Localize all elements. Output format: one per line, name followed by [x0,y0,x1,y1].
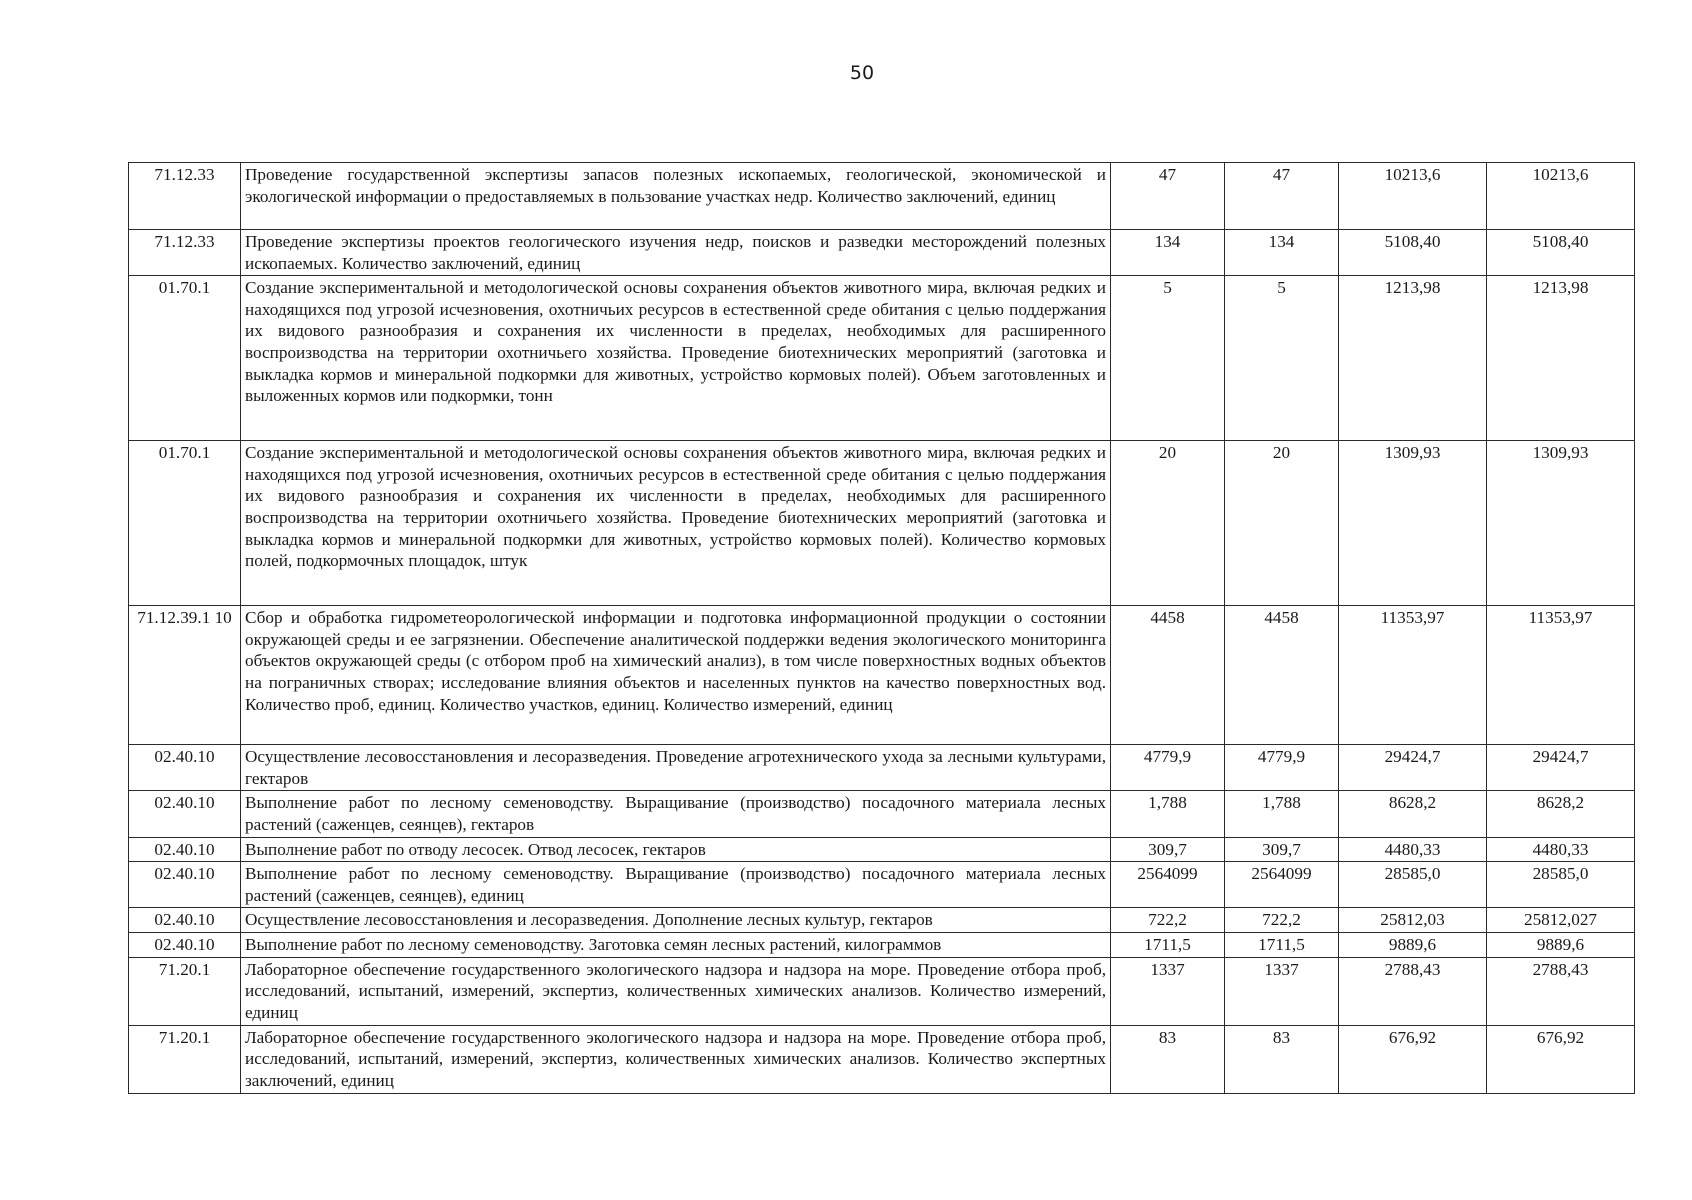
value-cell: 1309,93 [1487,441,1635,606]
table-row [129,862,1635,908]
value-cell: 4458 [1111,606,1225,745]
table-row [129,837,1635,862]
value-cell: 134 [1111,230,1225,276]
description-cell: Создание экспериментальной и методологической основы сохранения объектов животного мира, включая редких и находящихся под угрозой исчезновения, охотничьих ресурсов в естественной среде обитания с целью поддержания их видового разнообразия и сохранения их численности в пределах, необходимых для расширенного воспроизводства на территории охотничьего хозяйства. Проведение биотехнических мероприятий (заготовка и выкладка кормов и минеральной подкормки для животных, устройство кормовых полей). Объем заготовленных и выложенных кормов или подкормки, тонн [241,276,1111,441]
table-row [129,745,1635,791]
table-row [129,1025,1635,1093]
table-row [129,441,1635,606]
code-cell: 02.40.10 [129,932,241,957]
value-cell: 1337 [1111,957,1225,1025]
code-cell: 01.70.1 [129,441,241,606]
value-cell: 9889,6 [1339,932,1487,957]
value-cell: 1213,98 [1487,276,1635,441]
description-cell: Осуществление лесовосстановления и лесоразведения. Дополнение лесных культур, гектаров [241,908,1111,933]
value-cell: 4480,33 [1487,837,1635,862]
table-row [129,606,1635,745]
table-row [129,957,1635,1025]
value-cell: 1,788 [1111,791,1225,837]
description-cell: Проведение государственной экспертизы запасов полезных ископаемых, геологической, экономической и экологической информации о предоставляемых в пользование участках недр. Количество заключений, единиц [241,163,1111,230]
value-cell: 5108,40 [1339,230,1487,276]
value-cell: 25812,03 [1339,908,1487,933]
value-cell: 676,92 [1487,1025,1635,1093]
value-cell: 1,788 [1225,791,1339,837]
description-cell: Сбор и обработка гидрометеорологической информации и подготовка информационной продукции о состоянии окружающей среды и ее загрязнении. Обеспечение аналитической поддержки ведения экологического мониторинга объектов окружающей среды (с отбором проб на химический анализ), в том числе поверхностных водных объектов на пограничных створах; исследование влияния объектов и населенных пунктов на качество поверхностных вод. Количество проб, единиц. Количество участков, единиц. Количество измерений, единиц [241,606,1111,745]
description-cell: Создание экспериментальной и методологической основы сохранения объектов животного мира, включая редких и находящихся под угрозой исчезновения, охотничьих ресурсов в естественной среде обитания с целью поддержания их видового разнообразия и сохранения их численности в пределах, необходимых для расширенного воспроизводства на территории охотничьего хозяйства. Проведение биотехнических мероприятий (заготовка и выкладка кормов и минеральной подкормки для животных, устройство кормовых полей). Количество кормовых полей, подкормочных площадок, штук [241,441,1111,606]
code-cell: 71.20.1 [129,957,241,1025]
value-cell: 1337 [1225,957,1339,1025]
code-cell: 71.20.1 [129,1025,241,1093]
description-cell: Осуществление лесовосстановления и лесоразведения. Проведение агротехнического ухода за лесными культурами, гектаров [241,745,1111,791]
value-cell: 134 [1225,230,1339,276]
code-cell: 01.70.1 [129,276,241,441]
code-cell: 02.40.10 [129,791,241,837]
value-cell: 9889,6 [1487,932,1635,957]
value-cell: 4779,9 [1225,745,1339,791]
value-cell: 29424,7 [1339,745,1487,791]
value-cell: 83 [1225,1025,1339,1093]
value-cell: 10213,6 [1339,163,1487,230]
value-cell: 1309,93 [1339,441,1487,606]
value-cell: 2564099 [1111,862,1225,908]
value-cell: 722,2 [1111,908,1225,933]
value-cell: 5 [1111,276,1225,441]
code-cell: 71.12.33 [129,163,241,230]
value-cell: 11353,97 [1487,606,1635,745]
value-cell: 1711,5 [1111,932,1225,957]
value-cell: 47 [1225,163,1339,230]
code-cell: 71.12.33 [129,230,241,276]
value-cell: 1711,5 [1225,932,1339,957]
value-cell: 676,92 [1339,1025,1487,1093]
table-row [129,791,1635,837]
value-cell: 2788,43 [1487,957,1635,1025]
code-cell: 02.40.10 [129,862,241,908]
table-row [129,230,1635,276]
description-cell: Выполнение работ по лесному семеноводству. Выращивание (производство) посадочного материала лесных растений (саженцев, сеянцев), гектаров [241,791,1111,837]
value-cell: 29424,7 [1487,745,1635,791]
table-row [129,163,1635,230]
value-cell: 4779,9 [1111,745,1225,791]
code-cell: 02.40.10 [129,837,241,862]
value-cell: 10213,6 [1487,163,1635,230]
description-cell: Лабораторное обеспечение государственного экологического надзора и надзора на море. Проведение отбора проб, исследований, испытаний, измерений, экспертиз, количественных химических анализов. Количество экспертных заключений, единиц [241,1025,1111,1093]
value-cell: 47 [1111,163,1225,230]
value-cell: 8628,2 [1487,791,1635,837]
code-cell: 71.12.39.1 10 [129,606,241,745]
value-cell: 4458 [1225,606,1339,745]
value-cell: 11353,97 [1339,606,1487,745]
value-cell: 28585,0 [1339,862,1487,908]
code-cell: 02.40.10 [129,908,241,933]
value-cell: 309,7 [1111,837,1225,862]
code-cell: 02.40.10 [129,745,241,791]
value-cell: 83 [1111,1025,1225,1093]
description-cell: Выполнение работ по лесному семеноводству. Заготовка семян лесных растений, килограммов [241,932,1111,957]
table-row [129,932,1635,957]
description-cell: Лабораторное обеспечение государственного экологического надзора и надзора на море. Проведение отбора проб, исследований, испытаний, измерений, экспертиз, количественных химических анализов. Количество измерений, единиц [241,957,1111,1025]
description-cell: Выполнение работ по отводу лесосек. Отвод лесосек, гектаров [241,837,1111,862]
value-cell: 1213,98 [1339,276,1487,441]
page-number: 50 [849,62,875,84]
value-cell: 20 [1111,441,1225,606]
value-cell: 5 [1225,276,1339,441]
description-cell: Проведение экспертизы проектов геологического изучения недр, поисков и разведки месторождений полезных ископаемых. Количество заключений, единиц [241,230,1111,276]
value-cell: 309,7 [1225,837,1339,862]
value-cell: 25812,027 [1487,908,1635,933]
value-cell: 2564099 [1225,862,1339,908]
description-cell: Выполнение работ по лесному семеноводству. Выращивание (производство) посадочного материала лесных растений (саженцев, сеянцев), единиц [241,862,1111,908]
value-cell: 2788,43 [1339,957,1487,1025]
value-cell: 28585,0 [1487,862,1635,908]
value-cell: 8628,2 [1339,791,1487,837]
table-row [129,908,1635,933]
value-cell: 5108,40 [1487,230,1635,276]
value-cell: 4480,33 [1339,837,1487,862]
services-table [128,162,1635,1094]
table-body [129,163,1635,1094]
value-cell: 20 [1225,441,1339,606]
table-row [129,276,1635,441]
value-cell: 722,2 [1225,908,1339,933]
